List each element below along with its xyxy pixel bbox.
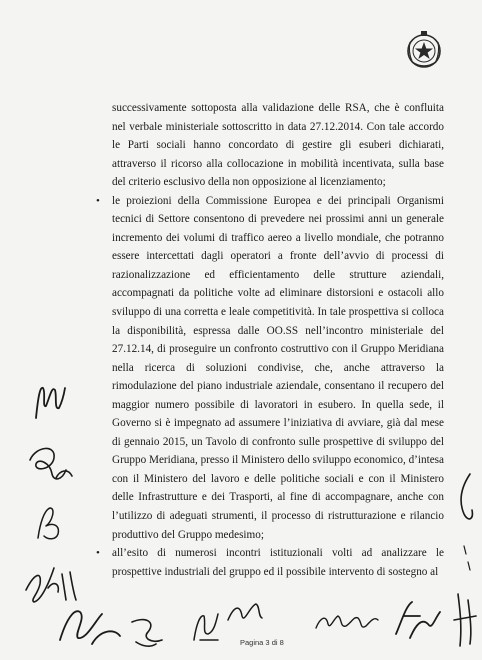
bullet-icon: • <box>96 194 100 207</box>
margin-initials-3 <box>30 500 70 544</box>
right-margin-mark-2 <box>456 540 480 580</box>
bullet-text-2: all’esito di numerosi incontri istituzionali volti ad analizzare le prospettive industriali del gruppo ed il possibile intervento di sostegno al <box>112 547 444 578</box>
right-margin-mark-3 <box>450 590 480 650</box>
bottom-signature-6 <box>390 594 446 644</box>
bottom-signature-2 <box>126 612 172 652</box>
bottom-signature-5 <box>312 604 382 638</box>
margin-initials-1 <box>30 378 70 423</box>
right-margin-mark-1 <box>450 470 478 530</box>
bottom-signature-3 <box>188 606 224 646</box>
italian-republic-emblem-icon <box>402 28 446 72</box>
document-body <box>96 99 444 581</box>
bullet-item-1 <box>96 192 444 544</box>
intro-paragraph: successivamente sottoposta alla validazione delle RSA, che è confluita nel verbale ministeriale sottoscritto in data 27.12.2014. Con tale accordo le Parti sociali hanno concordato di gestire gli esuberi dichiarati, attraverso il ricorso alla collocazione in mobilità incentivata, sulla base del criterio esclusivo della non opposizione al licenziamento; <box>112 102 444 189</box>
bullet-text-1: le proiezioni della Commissione Europea e dei principali Organismi tecnici di Settore consentono di prevedere nei prossimi anni un generale incremento dei volumi di traffico aereo a livello mondiale, che potranno essere intercettati dagli operatori a fronte dell’avvio di processi di razionalizzazione ed efficientamento delle strutture aziendali, accompagnati da politiche volte ad eliminare distorsioni e ostacoli allo sviluppo di una corretta e leale competitività. In tale prospettiva si colloca la disponibilità, espressa dalle OO.SS nell’incontro ministeriale del 27.12.14, di proseguire un confronto costruttivo con il Gruppo Meridiana nella ricerca di soluzioni condivise, che, anche attraverso la rimodulazione del piano industriale aziendale, consentano il recupero del maggior numero possibile di lavoratori in esubero. In quella sede, il Governo si è impegnato ad assumere l’iniziativa di avviare, già dal mese di gennaio 2015, un Tavolo di confronto sulle prospettive di sviluppo del Gruppo Meridiana, presso il Ministero dello sviluppo economico, d’intesa con il Ministero del lavoro e delle politiche sociali e con il Ministero delle Infrastrutture e dei Trasporti, al fine di accompagnare, anche con l’utilizzo di adeguati strumenti, il processo di ristrutturazione e rilancio produttivo del Gruppo medesimo; <box>112 194 444 541</box>
margin-initials-2 <box>26 440 76 490</box>
bottom-signature-1 <box>56 600 126 652</box>
bullet-item-2 <box>96 544 444 581</box>
bullet-icon: • <box>96 547 100 560</box>
bottom-signature-4 <box>224 596 264 630</box>
page-number: Pagina 3 di 8 <box>240 638 284 647</box>
